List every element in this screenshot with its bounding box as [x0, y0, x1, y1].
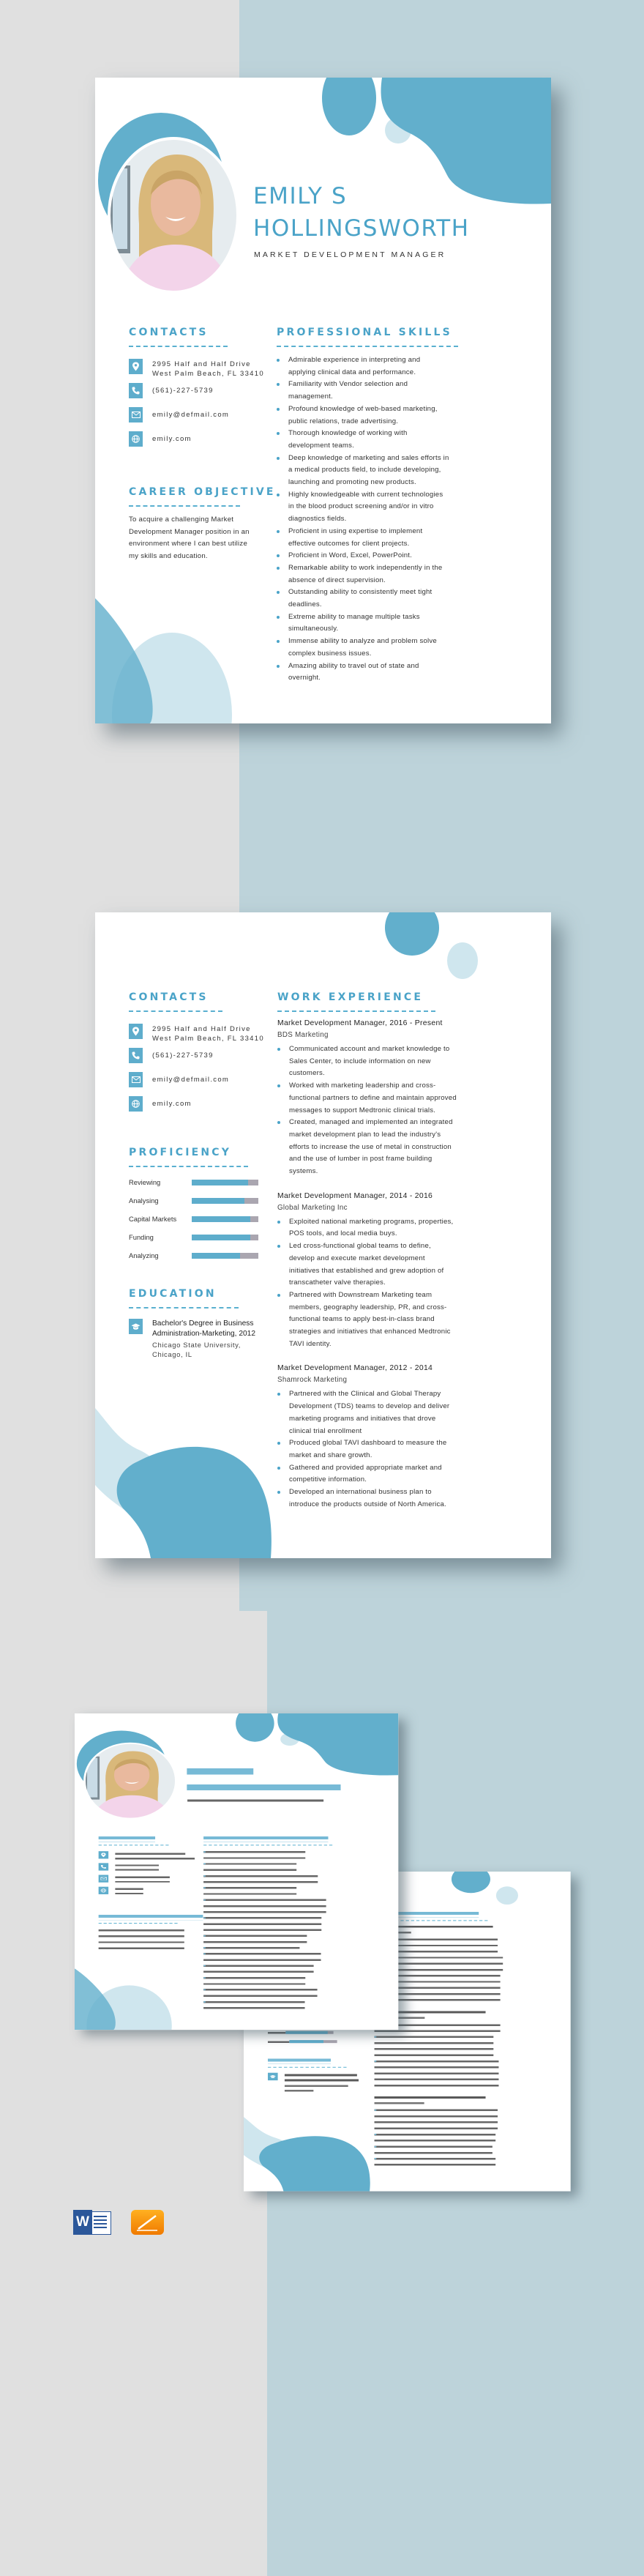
proficiency-bar	[192, 1180, 258, 1185]
proficiency-bar-fill	[289, 2040, 323, 2043]
education-section	[129, 1288, 272, 1360]
proficiency-bar	[192, 1235, 258, 1240]
skills-heading: PROFESSIONAL SKILLS	[277, 327, 452, 338]
career-objective-section	[129, 486, 276, 563]
jobs-list	[277, 1018, 457, 1511]
contacts-section	[129, 991, 272, 1120]
contacts-heading: CONTACTS	[129, 327, 209, 338]
preview-text-placeholder	[203, 1836, 328, 1842]
skill-item: Proficient in Word, Excel, PowerPoint.	[277, 550, 449, 562]
skill-item: Highly knowledgeable with current technologies in the blood product screening and/or in vitro diagnostics fields.	[277, 489, 449, 526]
job-entry	[375, 2095, 503, 2168]
proficiency-label: Reviewing	[129, 1178, 161, 1186]
skill-item: Familiarity with Vendor selection and management.	[277, 379, 449, 403]
contact-email	[129, 407, 272, 431]
job-bullet: Created, managed and implemented an integrated market development plan to lead the industry's efforts to increase the use of metal in construction and the use of lumber in post frame building systems.	[277, 1117, 457, 1178]
website-link[interactable]: emily.com	[152, 1100, 192, 1108]
website-link[interactable]: emily.com	[152, 435, 192, 443]
name-line-1: EMILY S	[253, 183, 348, 209]
email-link[interactable]: emily@defmail.com	[152, 1076, 230, 1084]
envelope-icon	[99, 1875, 108, 1883]
career-objective-section	[99, 1913, 200, 1951]
section-divider	[129, 1307, 239, 1309]
proficiency-row	[129, 1173, 272, 1191]
preview-text-placeholder[interactable]	[115, 1875, 170, 1883]
address-line-1: 2995 Half and Half Drive	[152, 1025, 251, 1033]
proficiency-bar	[192, 1216, 258, 1222]
right-column	[277, 327, 460, 685]
address-line-2: West Palm Beach, FL 33410	[152, 1035, 264, 1043]
contact-email	[99, 1875, 200, 1887]
preview-text-placeholder	[99, 1927, 184, 1951]
job-entry-company: BDS Marketing	[277, 1031, 329, 1039]
contact-address	[129, 359, 272, 383]
job-title: MARKET DEVELOPMENT MANAGER	[254, 250, 446, 259]
career-objective-text: To acquire a challenging Market Development Manager position in an environment where I can best utilize my skills and education.	[129, 515, 250, 561]
left-column	[129, 991, 272, 1360]
job-entry-title: Market Development Manager, 2012 - 2014	[277, 1364, 433, 1373]
location-pin-icon	[129, 359, 143, 374]
preview-text-placeholder	[375, 2156, 496, 2168]
job-bullet: Communicated account and market knowledge to Sales Center, to include information on new customers.	[277, 1043, 457, 1080]
word-logo: W	[73, 2210, 92, 2235]
blob-bottom-dark	[117, 1447, 272, 1558]
degree-line-2: Administration-Marketing, 2012	[152, 1329, 255, 1338]
proficiency-bar-fill	[192, 1235, 250, 1240]
contact-address	[129, 1024, 272, 1048]
phone-icon	[99, 1863, 108, 1870]
preview-text-placeholder	[115, 1863, 158, 1870]
contact-phone	[129, 383, 272, 407]
contact-email	[129, 1072, 272, 1096]
job-entry	[277, 1363, 457, 1511]
address-line-1: 2995 Half and Half Drive	[152, 360, 251, 368]
preview-text-placeholder	[203, 1897, 326, 1916]
proficiency-bar-fill	[285, 2031, 327, 2034]
job-entry-title: Market Development Manager, 2014 - 2016	[277, 1191, 433, 1200]
contact-website	[129, 431, 272, 455]
preview-text-placeholder	[203, 1963, 314, 1975]
phone-number: (561)-227-5739	[152, 387, 214, 395]
preview-text-placeholder	[375, 2144, 493, 2156]
preview-text-placeholder	[203, 1975, 305, 1987]
job-entry	[277, 1018, 457, 1178]
resume-page-1	[95, 78, 551, 723]
proficiency-row	[129, 1191, 272, 1210]
preview-text-placeholder	[375, 2058, 499, 2088]
word-format-icon[interactable]	[73, 2210, 111, 2235]
job-bullet: Exploited national marketing programs, properties, POS tools, and local media buys.	[277, 1216, 457, 1240]
job-bullet: Led cross-functional global teams to define, develop and execute market development initiatives that established and grew adoption of transcatheter valve therapies.	[277, 1240, 457, 1289]
proficiency-bar-fill	[192, 1253, 240, 1259]
proficiency-row	[129, 1228, 272, 1246]
phone-number: (561)-227-5739	[152, 1051, 214, 1060]
blob-light-small	[447, 942, 478, 979]
blob-light-small	[496, 1886, 518, 1905]
contact-website	[129, 1096, 272, 1120]
contacts-section	[99, 1836, 200, 1899]
preview-text-placeholder	[203, 1873, 318, 1885]
career-objective-heading: CAREER OBJECTIVE	[129, 486, 276, 498]
education-item	[129, 1319, 272, 1360]
section-divider	[129, 505, 240, 507]
school-line-2: Chicago, IL	[152, 1351, 192, 1359]
job-bullet: Worked with marketing leadership and cross-functional partners to define and maintain approved messages to support Medtronic clinical trials.	[277, 1080, 457, 1117]
preview-text-placeholder	[285, 2077, 359, 2082]
contacts-heading: CONTACTS	[129, 991, 209, 1003]
proficiency-section	[129, 1147, 272, 1265]
right-column	[203, 1836, 333, 2011]
blob-top-circle	[236, 1713, 274, 1742]
contact-phone	[129, 1048, 272, 1072]
preview-text-placeholder	[268, 2058, 331, 2064]
job-bullet: Partnered with Downstream Marketing team members, geography leadership, PR, and cross-functional teams to apply best-in-class brand strategies and initiatives that enhanced Medtronic TAVI identity.	[277, 1289, 457, 1351]
preview-text-placeholder	[203, 1885, 296, 1896]
proficiency-row	[129, 1210, 272, 1228]
blob-bottom-dark	[259, 2136, 370, 2191]
globe-icon	[129, 1096, 143, 1112]
job-entry-company: Global Marketing Inc	[277, 1203, 348, 1212]
skill-item: Profound knowledge of web-based marketing, public relations, trade advertising.	[277, 403, 449, 428]
proficiency-heading: PROFICIENCY	[129, 1147, 232, 1158]
skill-item: Proficient in using expertise to implement effective outcomes for client projects.	[277, 526, 449, 550]
job-entry-company: Shamrock Marketing	[277, 1376, 348, 1385]
blob-top-circle	[322, 78, 376, 135]
job-entry-title: Market Development Manager, 2016 - Present	[277, 1019, 443, 1027]
job-bullet: Developed an international business plan to introduce the products outside of North America.	[277, 1486, 457, 1511]
blob-top-circle	[385, 912, 439, 956]
left-column	[129, 327, 276, 563]
proficiency-bar	[192, 1198, 258, 1204]
globe-icon	[99, 1887, 108, 1894]
section-divider	[277, 1010, 435, 1012]
education-heading: EDUCATION	[129, 1288, 217, 1300]
contact-phone	[99, 1863, 200, 1875]
graduation-cap-icon	[129, 1319, 143, 1334]
skill-item: Extreme ability to manage multiple tasks simultaneously.	[277, 611, 449, 636]
skills-list	[277, 354, 449, 685]
candidate-name	[187, 1764, 340, 1795]
address-line-2: West Palm Beach, FL 33410	[152, 370, 264, 378]
proficiency-bar	[285, 2031, 333, 2034]
name-line-2: HOLLINGSWORTH	[253, 215, 470, 242]
contacts-section	[129, 327, 272, 455]
preview-text-placeholder	[203, 1987, 317, 1998]
section-divider	[277, 346, 458, 347]
proficiency-row	[268, 2037, 370, 2046]
preview-text-placeholder	[203, 1933, 307, 1945]
preview-text-placeholder	[99, 1913, 203, 1920]
skill-item: Remarkable ability to work independently in the absence of direct supervision.	[277, 562, 449, 587]
proficiency-row	[129, 1246, 272, 1265]
pages-format-icon[interactable]	[131, 2210, 164, 2235]
job-bullet: Partnered with the Clinical and Global Therapy Development (TDS) teams to develop and deliver marketing programs and initiatives that drove clinical trial enrollment	[277, 1388, 457, 1437]
preview-text-placeholder	[375, 2034, 494, 2058]
pen-icon	[131, 2210, 164, 2235]
skill-item: Thorough knowledge of working with development teams.	[277, 428, 449, 452]
preview-text-placeholder	[203, 1951, 321, 1962]
preview-text-placeholder	[115, 1856, 195, 1861]
blob-top-circle	[452, 1872, 490, 1893]
education-item	[268, 2073, 370, 2093]
globe-icon	[129, 431, 143, 447]
left-column	[99, 1836, 200, 1951]
section-divider	[268, 2067, 347, 2068]
skill-item: Amazing ability to travel out of state and overnight.	[277, 660, 449, 685]
degree-line-1: Bachelor's Degree in Business	[152, 1319, 254, 1328]
preview-text-placeholder	[187, 1798, 323, 1803]
phone-icon	[129, 383, 143, 398]
proficiency-list	[129, 1173, 272, 1265]
preview-text-placeholder	[203, 1861, 296, 1873]
location-pin-icon	[129, 1024, 143, 1039]
contact-website	[99, 1887, 200, 1899]
proficiency-label: Capital Markets	[129, 1215, 177, 1223]
preview-text-placeholder	[203, 1849, 305, 1861]
right-column	[277, 991, 457, 1524]
preview-text-placeholder	[268, 2039, 289, 2043]
preview-text-placeholder	[375, 2095, 486, 2101]
envelope-icon	[129, 1072, 143, 1087]
job-bullet: Gathered and provided appropriate market and competitive information.	[277, 1462, 457, 1486]
section-divider	[129, 1166, 248, 1167]
section-divider	[203, 1844, 332, 1845]
section-divider	[99, 1923, 178, 1924]
preview-text-placeholder	[203, 1999, 304, 2011]
job-entry	[277, 1191, 457, 1351]
proficiency-label: Analysing	[129, 1196, 159, 1205]
preview-text-placeholder	[268, 2030, 285, 2034]
job-bullet: Produced global TAVI dashboard to measure the market and share growth.	[277, 1437, 457, 1462]
proficiency-label: Funding	[129, 1233, 154, 1241]
proficiency-bar-fill	[192, 1180, 248, 1185]
skill-item: Deep knowledge of marketing and sales efforts in a medical products field, to include developing, launching and promoting new products.	[277, 453, 449, 489]
location-pin-icon	[99, 1851, 108, 1858]
candidate-name	[253, 180, 470, 245]
preview-text-placeholder[interactable]	[115, 1887, 143, 1894]
proficiency-bar-fill	[192, 1216, 250, 1222]
preview-text-placeholder	[375, 2107, 498, 2132]
preview-text-placeholder	[203, 1945, 299, 1951]
work-experience-heading: WORK EXPERIENCE	[277, 991, 424, 1003]
proficiency-bar	[192, 1253, 258, 1259]
proficiency-bar	[289, 2040, 337, 2043]
proficiency-label: Analyzing	[129, 1251, 159, 1259]
preview-text-placeholder	[285, 2073, 357, 2078]
proficiency-bar-fill	[192, 1198, 244, 1204]
contact-address	[99, 1851, 200, 1863]
preview-text-placeholder	[99, 1836, 155, 1842]
skills-list	[203, 1849, 326, 2011]
email-link[interactable]: emily@defmail.com	[152, 411, 230, 419]
skill-item: Admirable experience in interpreting and applying clinical data and performance.	[277, 354, 449, 379]
preview-text-placeholder	[285, 2088, 313, 2093]
envelope-icon	[129, 407, 143, 422]
school-line-1: Chicago State University,	[152, 1341, 241, 1350]
skill-item: Outstanding ability to consistently meet tight deadlines.	[277, 587, 449, 611]
phone-icon	[129, 1048, 143, 1063]
preview-text-placeholder	[375, 2101, 424, 2107]
preview-text-placeholder	[187, 1779, 340, 1795]
resume-page-2	[95, 912, 551, 1558]
skill-item: Immense ability to analyze and problem solve complex business issues.	[277, 636, 449, 660]
preview-text-placeholder	[375, 2132, 496, 2144]
graduation-cap-icon	[268, 2073, 278, 2080]
preview-page-1-sheet	[75, 1713, 398, 2030]
preview-text-placeholder	[187, 1764, 253, 1780]
education-section	[268, 2058, 370, 2093]
preview-text-placeholder	[203, 1915, 321, 1933]
